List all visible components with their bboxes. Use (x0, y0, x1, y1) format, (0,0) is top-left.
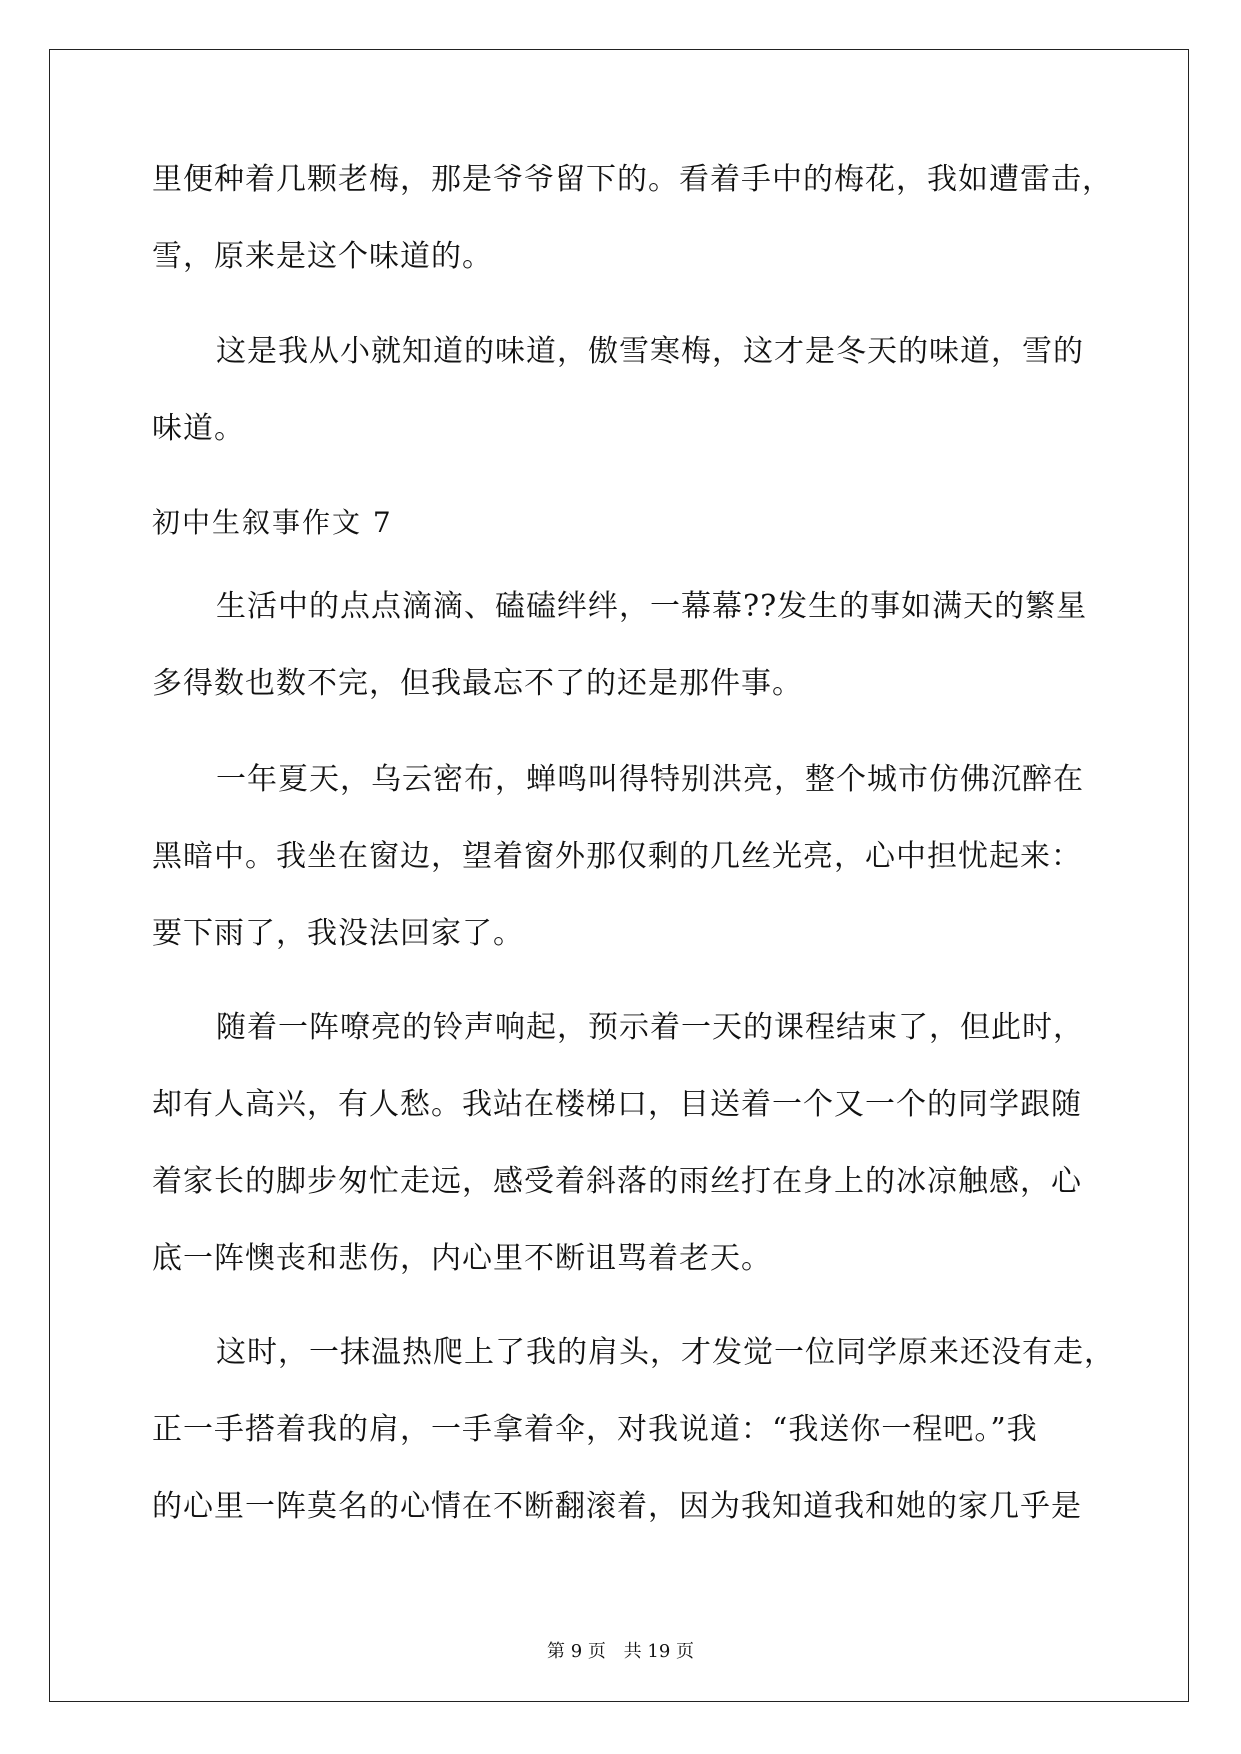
paragraph-line: 生活中的点点滴滴、磕磕绊绊，一幕幕??发生的事如满天的繁星 (216, 589, 1088, 624)
text-line: 的心里一阵莫名的心情在不断翻滚着，因为我知道我和她的家几乎是 (152, 1489, 1082, 1524)
text-line: 多得数也数不完，但我最忘不了的还是那件事。 (152, 666, 803, 701)
text-line: 雪，原来是这个味道的。 (152, 239, 493, 274)
text-line: 里便种着几颗老梅，那是爷爷留下的。看着手中的梅花，我如遭雷击， (152, 162, 1113, 197)
page-footer (0, 1640, 1241, 1664)
page-total: 共 19 页 (623, 1641, 694, 1662)
paragraph-line: 随着一阵嘹亮的铃声响起，预示着一天的课程结束了，但此时， (216, 1010, 1084, 1045)
paragraph-line: 这时，一抹温热爬上了我的肩头，才发觉一位同学原来还没有走， (216, 1335, 1115, 1370)
text-line: 黑暗中。我坐在窗边，望着窗外那仅剩的几丝光亮，心中担忧起来： (152, 839, 1082, 874)
text-line: 正一手搭着我的肩，一手拿着伞，对我说道：“我送你一程吧。”我 (152, 1412, 1038, 1447)
text-line: 要下雨了，我没法回家了。 (152, 916, 524, 951)
text-line: 着家长的脚步匆忙走远，感受着斜落的雨丝打在身上的冰凉触感，心 (152, 1164, 1082, 1199)
paragraph-line: 这是我从小就知道的味道，傲雪寒梅，这才是冬天的味道，雪的 (216, 334, 1084, 369)
text-line: 底一阵懊丧和悲伤，内心里不断诅骂着老天。 (152, 1241, 772, 1276)
paragraph-line: 一年夏天，乌云密布，蝉鸣叫得特别洪亮，整个城市仿佛沉醉在 (216, 762, 1084, 797)
text-line: 却有人高兴，有人愁。我站在楼梯口，目送着一个又一个的同学跟随 (152, 1087, 1082, 1122)
section-heading: 初中生叙事作文 7 (152, 506, 393, 539)
page-number: 第 9 页 (547, 1641, 606, 1662)
text-line: 味道。 (152, 411, 245, 446)
